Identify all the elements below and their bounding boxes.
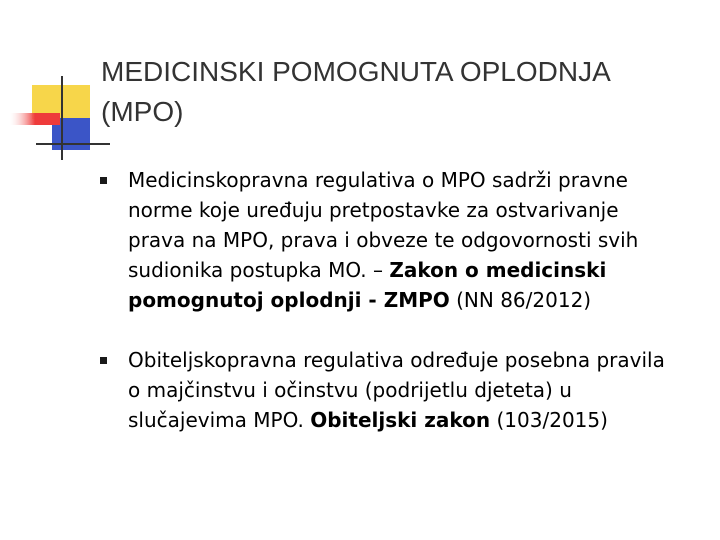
bullet-item-1 xyxy=(98,165,698,315)
square-bullet-icon xyxy=(100,357,107,364)
bullet-1-line-4-text: sudionika postupka MO. – xyxy=(128,258,390,282)
bullet-2-line-2: o majčinstvu i očinstvu (podrijetlu djeteta) u xyxy=(128,378,572,402)
slide-title xyxy=(101,52,701,132)
law-name-family: Obiteljski zakon xyxy=(310,408,491,432)
bullet-list xyxy=(98,165,698,435)
bullet-1-line-5 xyxy=(128,285,698,315)
bullet-1-line-4 xyxy=(128,255,698,285)
law-name-zmpo-part2: pomognutoj oplodnji - ZMPO xyxy=(128,288,450,312)
law-name-zmpo-part1: Zakon o medicinski xyxy=(389,258,607,282)
bullet-1-line-2: norme koje uređuju pretpostavke za ostvarivanje xyxy=(128,198,619,222)
bullet-2-line-3 xyxy=(128,405,698,435)
red-bar xyxy=(10,113,60,125)
title-decoration-graphic xyxy=(0,0,110,170)
title-line-2: (MPO) xyxy=(101,96,184,127)
law-reference-nn: (NN 86/2012) xyxy=(449,288,592,312)
bullet-1-line-1: Medicinskopravna regulativa o MPO sadrži pravne xyxy=(128,168,628,192)
bullet-2-line-3-text: slučajevima MPO. xyxy=(128,408,311,432)
title-line-1: MEDICINSKI POMOGNUTA OPLODNJA xyxy=(101,56,611,87)
law-reference-family: (103/2015) xyxy=(490,408,608,432)
square-bullet-icon xyxy=(100,177,107,184)
bullet-1-line-3: prava na MPO, prava i obveze te odgovornosti svih xyxy=(128,228,639,252)
bullet-item-2 xyxy=(98,345,698,435)
bullet-2-line-1: Obiteljskopravna regulativa određuje posebna pravila xyxy=(128,348,665,372)
